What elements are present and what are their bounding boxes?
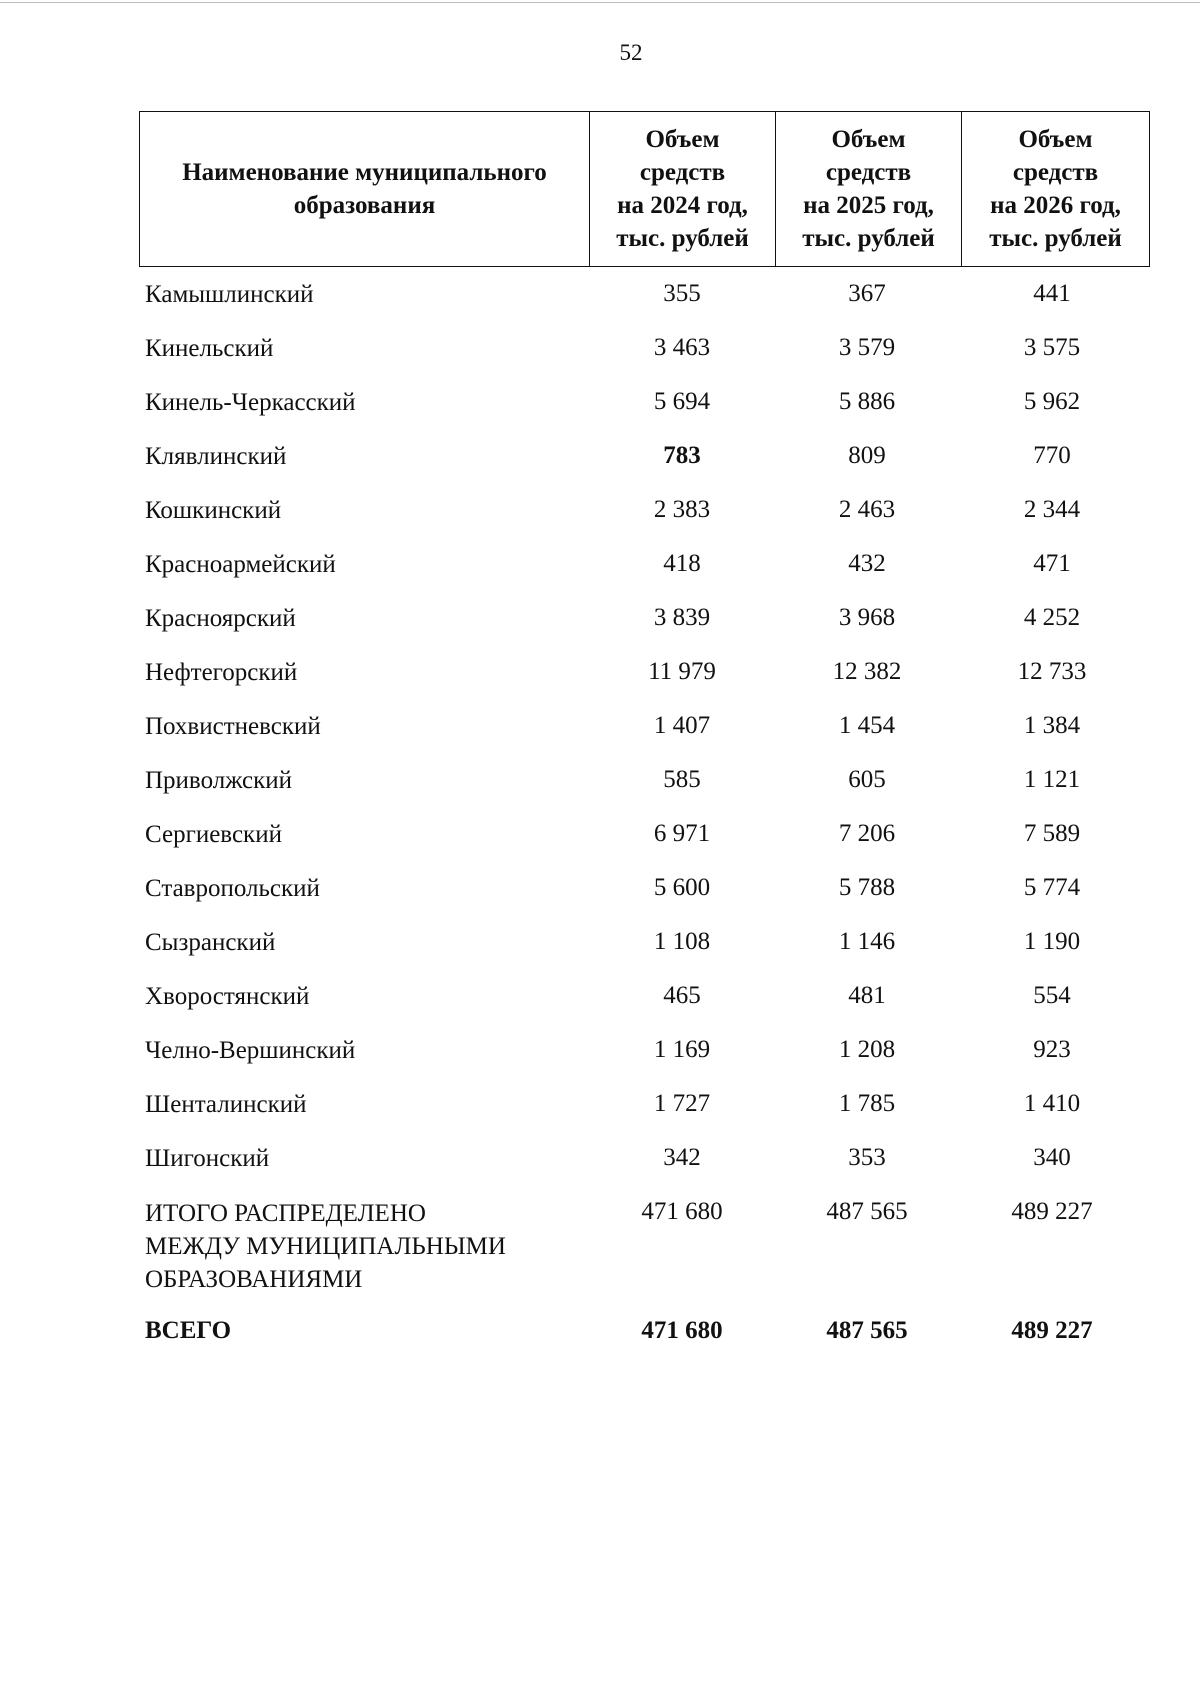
value-2026: 7 589 bbox=[1023, 820, 1081, 847]
table-row bbox=[0, 1131, 1200, 1185]
municipality-name: Красноармейский bbox=[145, 551, 336, 578]
value-2024: 3 463 bbox=[653, 334, 711, 361]
value-2024: 5 600 bbox=[653, 874, 711, 901]
table-row bbox=[0, 1023, 1200, 1077]
municipality-name: Нефтегорский bbox=[145, 659, 298, 686]
subtotal-2025: 487 565 bbox=[826, 1198, 908, 1225]
table-row bbox=[0, 807, 1200, 861]
value-2025: 5 788 bbox=[838, 874, 896, 901]
value-2025: 353 bbox=[848, 1144, 886, 1171]
municipality-name: Шенталинский bbox=[145, 1091, 307, 1118]
table-row bbox=[0, 375, 1200, 429]
table-row bbox=[0, 915, 1200, 969]
value-2025: 7 206 bbox=[838, 820, 896, 847]
value-2024: 1 727 bbox=[653, 1090, 711, 1117]
value-2026: 1 190 bbox=[1023, 928, 1081, 955]
value-2025: 1 454 bbox=[838, 712, 896, 739]
header-line: на 2024 год, bbox=[617, 192, 748, 219]
value-2026: 554 bbox=[1033, 982, 1071, 1009]
municipality-name: Ставропольский bbox=[145, 875, 320, 902]
municipality-name: Камышлинский bbox=[145, 281, 314, 308]
subtotal-label-line: ИТОГО РАСПРЕДЕЛЕНО bbox=[145, 1200, 426, 1227]
header-line: средств bbox=[825, 159, 912, 186]
header-line: Наименование муниципального bbox=[182, 159, 547, 186]
value-2026: 12 733 bbox=[1017, 658, 1087, 685]
header-line: тыс. рублей bbox=[989, 225, 1122, 252]
total-2025: 487 565 bbox=[826, 1317, 908, 1344]
value-2025: 3 579 bbox=[838, 334, 896, 361]
header-line: Объем bbox=[831, 126, 906, 153]
value-2025: 809 bbox=[848, 442, 886, 469]
subtotal-label-line: МЕЖДУ МУНИЦИПАЛЬНЫМИ bbox=[145, 1233, 506, 1260]
subtotal-2026: 489 227 bbox=[1011, 1198, 1093, 1225]
table-row bbox=[0, 321, 1200, 375]
page-number: 52 bbox=[619, 40, 643, 65]
table-row bbox=[0, 645, 1200, 699]
value-2025: 432 bbox=[848, 550, 886, 577]
municipality-name: Сергиевский bbox=[145, 821, 282, 848]
table-row bbox=[0, 861, 1200, 915]
header-line: Объем bbox=[1018, 126, 1093, 153]
header-row bbox=[140, 112, 1150, 267]
value-2026: 770 bbox=[1033, 442, 1071, 469]
value-2026: 3 575 bbox=[1023, 334, 1081, 361]
value-2026: 471 bbox=[1033, 550, 1071, 577]
header-2025 bbox=[776, 112, 962, 267]
table-header bbox=[139, 111, 1150, 267]
header-2024 bbox=[590, 112, 776, 267]
table-row bbox=[0, 1077, 1200, 1131]
value-2026: 1 384 bbox=[1023, 712, 1081, 739]
value-2024: 355 bbox=[663, 280, 701, 307]
subtotal-label-line: ОБРАЗОВАНИЯМИ bbox=[145, 1266, 363, 1293]
value-2025: 2 463 bbox=[838, 496, 896, 523]
total-2026: 489 227 bbox=[1011, 1317, 1093, 1344]
subtotal-row bbox=[0, 1185, 1200, 1305]
municipality-name: Шигонский bbox=[145, 1145, 270, 1172]
header-line: Объем bbox=[645, 126, 720, 153]
header-municipality-name bbox=[140, 112, 590, 267]
value-2024: 418 bbox=[663, 550, 701, 577]
total-row bbox=[0, 1305, 1200, 1359]
table-row bbox=[0, 699, 1200, 753]
municipality-name: Приволжский bbox=[145, 767, 293, 794]
value-2026: 1 121 bbox=[1023, 766, 1081, 793]
header-line: тыс. рублей bbox=[802, 225, 935, 252]
value-2025: 12 382 bbox=[832, 658, 902, 685]
subtotal-label bbox=[145, 1197, 585, 1296]
municipality-name: Хворостянский bbox=[145, 983, 310, 1010]
value-2025: 1 208 bbox=[838, 1036, 896, 1063]
total-label: ВСЕГО bbox=[145, 1317, 232, 1344]
table-row bbox=[0, 537, 1200, 591]
table-row bbox=[0, 429, 1200, 483]
header-line: на 2025 год, bbox=[803, 192, 934, 219]
value-2025: 1 785 bbox=[838, 1090, 896, 1117]
municipality-name: Кинельский bbox=[145, 335, 274, 362]
value-2026: 2 344 bbox=[1023, 496, 1081, 523]
top-edge-rule bbox=[0, 2, 1200, 3]
table-body bbox=[0, 267, 1200, 1359]
municipality-name: Сызранский bbox=[145, 929, 276, 956]
municipality-name: Клявлинский bbox=[145, 443, 287, 470]
value-2024: 5 694 bbox=[653, 388, 711, 415]
value-2026: 340 bbox=[1033, 1144, 1071, 1171]
table-row bbox=[0, 969, 1200, 1023]
value-2026: 5 774 bbox=[1023, 874, 1081, 901]
header-line: образования bbox=[293, 192, 436, 219]
table-row bbox=[0, 753, 1200, 807]
value-2025: 5 886 bbox=[838, 388, 896, 415]
municipality-name: Кошкинский bbox=[145, 497, 282, 524]
value-2026: 4 252 bbox=[1023, 604, 1081, 631]
value-2024: 342 bbox=[663, 1144, 701, 1171]
value-2024: 11 979 bbox=[648, 658, 716, 685]
value-2026: 1 410 bbox=[1023, 1090, 1081, 1117]
header-line: на 2026 год, bbox=[990, 192, 1121, 219]
value-2024: 585 bbox=[663, 766, 701, 793]
value-2026: 5 962 bbox=[1023, 388, 1081, 415]
value-2024: 1 407 bbox=[653, 712, 711, 739]
value-2024: 1 169 bbox=[653, 1036, 711, 1063]
header-line: средств bbox=[639, 159, 726, 186]
value-2026: 441 bbox=[1033, 280, 1071, 307]
value-2024: 6 971 bbox=[653, 820, 711, 847]
table-row bbox=[0, 267, 1200, 321]
value-2024: 783 bbox=[663, 442, 701, 469]
municipality-name: Челно-Вершинский bbox=[145, 1037, 356, 1064]
value-2025: 367 bbox=[848, 280, 886, 307]
value-2024: 1 108 bbox=[653, 928, 711, 955]
municipality-name: Кинель-Черкасский bbox=[145, 389, 356, 416]
value-2025: 481 bbox=[848, 982, 886, 1009]
value-2025: 605 bbox=[848, 766, 886, 793]
table-row bbox=[0, 591, 1200, 645]
municipality-name: Похвистневский bbox=[145, 713, 321, 740]
municipality-name: Красноярский bbox=[145, 605, 296, 632]
total-2024: 471 680 bbox=[641, 1317, 723, 1344]
value-2026: 923 bbox=[1033, 1036, 1071, 1063]
value-2024: 3 839 bbox=[653, 604, 711, 631]
value-2025: 1 146 bbox=[838, 928, 896, 955]
table-row bbox=[0, 483, 1200, 537]
value-2024: 2 383 bbox=[653, 496, 711, 523]
header-line: средств bbox=[1012, 159, 1099, 186]
header-line: тыс. рублей bbox=[616, 225, 749, 252]
subtotal-2024: 471 680 bbox=[641, 1198, 723, 1225]
value-2025: 3 968 bbox=[838, 604, 896, 631]
value-2024: 465 bbox=[663, 982, 701, 1009]
header-2026 bbox=[962, 112, 1150, 267]
